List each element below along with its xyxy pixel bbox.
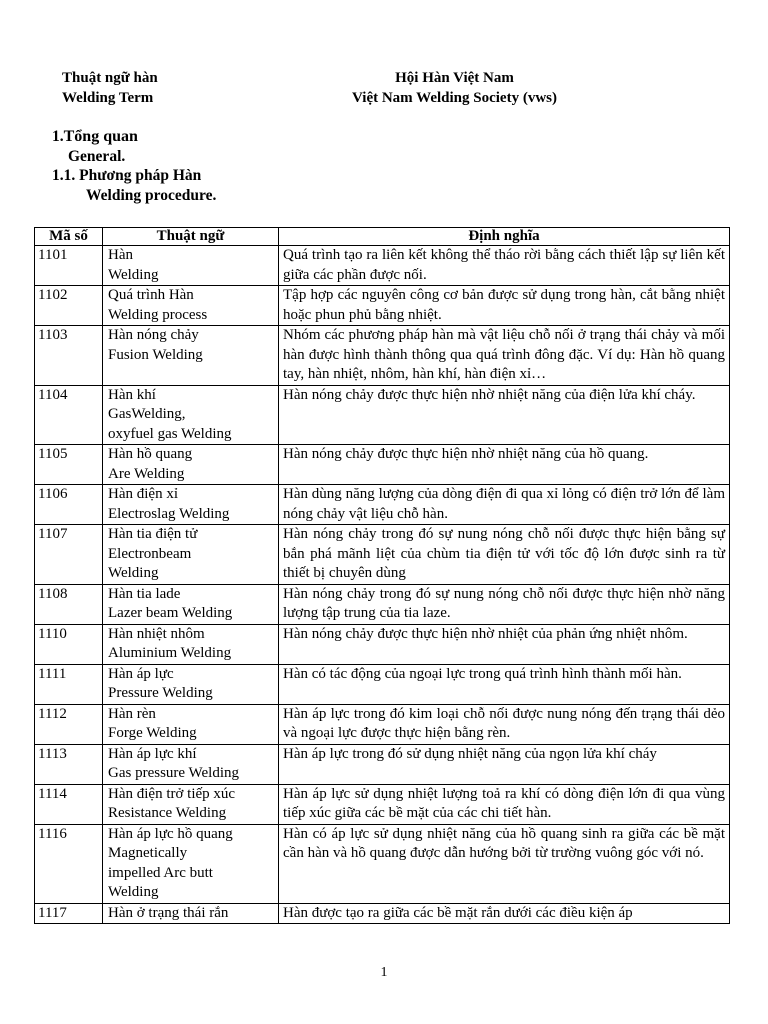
term-name-vi: Quá trình Hàn xyxy=(108,287,194,303)
term-definition: Hàn nóng chảy được thực hiện nhờ nhiệt năng của điện lửa khí cháy. xyxy=(279,385,730,445)
term-name-en: Resistance Welding xyxy=(108,805,227,821)
term-name xyxy=(103,704,279,744)
table-row xyxy=(35,624,730,664)
term-code: 1112 xyxy=(35,704,103,744)
table-row xyxy=(35,584,730,624)
term-name-vi: Hàn áp lực khí xyxy=(108,745,197,762)
term-name-vi: Hàn xyxy=(108,247,133,263)
term-definition: Hàn nóng chảy trong đó sự nung nóng chỗ nối được thực hiện nhờ năng lượng tập trung của tia laze. xyxy=(279,584,730,624)
term-name-vi: Hàn nóng chảy xyxy=(108,327,199,343)
table-row xyxy=(35,903,730,924)
term-name-vi: Hàn nhiệt nhôm xyxy=(108,625,205,642)
term-name-en: Pressure Welding xyxy=(108,685,213,701)
term-definition: Hàn áp lực sử dụng nhiệt lượng toả ra khí có dòng điện lớn đi qua vùng tiếp xúc giữa các bề mặt của các chi tiết hàn. xyxy=(279,784,730,824)
term-name-en: Lazer beam Welding xyxy=(108,605,233,621)
subsection-title: 1.1. Phương pháp Hàn xyxy=(52,167,202,184)
column-header-code: Mã số xyxy=(35,228,103,246)
term-code: 1117 xyxy=(35,903,103,924)
term-definition: Nhóm các phương pháp hàn mà vật liệu chỗ nối ở trạng thái chảy và mối hàn được hình thành thông qua quá trình đông đặc. Ví dụ: Hàn hồ quang tay, hàn nhiệt, nhôm, hàn khí, hàn điện xỉ… xyxy=(279,326,730,386)
term-name xyxy=(103,246,279,286)
term-code: 1103 xyxy=(35,326,103,386)
term-code: 1108 xyxy=(35,584,103,624)
table-row xyxy=(35,246,730,286)
table-row xyxy=(35,525,730,585)
term-definition: Hàn nóng chảy được thực hiện nhờ nhiệt năng của hồ quang. xyxy=(279,445,730,485)
term-code: 1104 xyxy=(35,385,103,445)
term-name xyxy=(103,485,279,525)
table-row xyxy=(35,784,730,824)
table-row xyxy=(35,385,730,445)
column-header-term: Thuật ngữ xyxy=(103,228,279,246)
term-definition: Quá trình tạo ra liên kết không thể tháo rời bằng cách thiết lập sự liên kết giữa các phần được nối. xyxy=(279,246,730,286)
term-name-vi: Hàn ở trạng thái rắn xyxy=(108,904,229,921)
term-definition: Hàn được tạo ra giữa các bề mặt rắn dưới các điều kiện áp xyxy=(279,903,730,924)
term-name-en: GasWelding, xyxy=(108,406,186,422)
term-name-vi: Hàn áp lực hồ quang xyxy=(108,825,233,842)
term-definition: Hàn nóng chảy được thực hiện nhờ nhiệt của phản ứng nhiệt nhôm. xyxy=(279,624,730,664)
section-heading xyxy=(52,127,216,205)
term-name-en: Welding xyxy=(108,266,159,283)
term-name xyxy=(103,903,279,924)
table-row xyxy=(35,744,730,784)
subsection-title-en: Welding procedure. xyxy=(86,186,217,204)
term-name xyxy=(103,664,279,704)
term-code: 1113 xyxy=(35,744,103,784)
term-name-vi: Hàn áp lực xyxy=(108,665,174,682)
term-name-en: Are Welding xyxy=(108,465,185,482)
term-name-vi: Hàn khí xyxy=(108,386,156,403)
term-name-vi: Hàn tia điện tử xyxy=(108,526,198,542)
header-vi-title: Thuật ngữ hàn xyxy=(62,70,158,86)
term-name-en: Electronbeam xyxy=(108,545,192,562)
term-code: 1116 xyxy=(35,824,103,903)
term-name xyxy=(103,584,279,624)
term-definition: Hàn áp lực trong đó kim loại chỗ nối được nung nóng đến trạng thái dẻo và ngoại lực được thực hiện bằng rèn. xyxy=(279,704,730,744)
term-code: 1110 xyxy=(35,624,103,664)
term-name xyxy=(103,784,279,824)
term-name-en: Welding xyxy=(108,565,159,581)
term-name xyxy=(103,385,279,445)
term-name-vi: Hàn điện trở tiếp xúc xyxy=(108,785,236,802)
table-header-row xyxy=(35,228,730,246)
term-name xyxy=(103,744,279,784)
document-header-left xyxy=(62,68,158,108)
term-code: 1111 xyxy=(35,664,103,704)
term-name-en: Aluminium Welding xyxy=(108,645,232,661)
term-name-vi: Hàn tia lade xyxy=(108,585,181,602)
table-row xyxy=(35,326,730,386)
term-name-en: oxyfuel gas Welding xyxy=(108,425,232,442)
society-name-en: Việt Nam Welding Society (vws) xyxy=(352,90,557,106)
term-code: 1101 xyxy=(35,246,103,286)
term-name xyxy=(103,286,279,326)
term-name-en: Electroslag Welding xyxy=(108,505,230,522)
table-row xyxy=(35,485,730,525)
term-name xyxy=(103,445,279,485)
term-definition: Hàn có áp lực sử dụng nhiệt năng của hồ quang sinh ra giữa các bề mặt cần hàn và hồ quang được dẫn hướng bởi từ trường vuông góc với nó. xyxy=(279,824,730,903)
table-body xyxy=(35,246,730,924)
term-code: 1107 xyxy=(35,525,103,585)
term-name-en: Welding xyxy=(108,884,159,900)
term-name-en: Gas pressure Welding xyxy=(108,765,239,781)
page-number: 1 xyxy=(380,965,388,980)
term-code: 1114 xyxy=(35,784,103,824)
column-header-definition: Định nghĩa xyxy=(279,228,730,246)
section-number: 1. xyxy=(52,128,64,145)
table-row xyxy=(35,286,730,326)
term-name xyxy=(103,525,279,585)
term-name-vi: Hàn điện xỉ xyxy=(108,486,178,502)
term-definition: Tập hợp các nguyên công cơ bản được sử dụng trong hàn, cắt bằng nhiệt hoặc phun phủ bằng nhiệt. xyxy=(279,286,730,326)
term-name-en: impelled Arc butt xyxy=(108,864,213,881)
term-definition: Hàn có tác động của ngoại lực trong quá trình hình thành mối hàn. xyxy=(279,664,730,704)
term-name-en: Fusion Welding xyxy=(108,346,203,363)
term-definition: Hàn áp lực trong đó sử dụng nhiệt năng của ngọn lửa khí cháy xyxy=(279,744,730,784)
welding-terms-table xyxy=(34,227,730,924)
section-title: Tổng quan xyxy=(63,128,138,145)
term-name-vi: Hàn rèn xyxy=(108,705,156,722)
term-definition: Hàn nóng chảy trong đó sự nung nóng chỗ nối được thực hiện bằng sự bắn phá mãnh liệt của chùm tia điện tử với tốc độ lớn được sinh ra từ thiết bị chuyên dùng xyxy=(279,525,730,585)
term-definition: Hàn dùng năng lượng của dòng điện đi qua xỉ lỏng có điện trở lớn để làm nóng chảy vật liệu chỗ hàn. xyxy=(279,485,730,525)
table-row xyxy=(35,824,730,903)
term-name-en: Magnetically xyxy=(108,845,188,861)
society-name-vi: Hội Hàn Việt Nam xyxy=(395,70,514,86)
term-name-vi: Hàn hồ quang xyxy=(108,446,193,462)
term-code: 1102 xyxy=(35,286,103,326)
term-name-en: Forge Welding xyxy=(108,725,197,741)
term-name-en: Welding process xyxy=(108,306,208,323)
term-code: 1105 xyxy=(35,445,103,485)
header-en-title: Welding Term xyxy=(62,90,154,106)
document-header-right xyxy=(352,68,557,108)
term-code: 1106 xyxy=(35,485,103,525)
table-row xyxy=(35,445,730,485)
term-name xyxy=(103,326,279,386)
section-title-en: General. xyxy=(68,147,126,165)
table-row xyxy=(35,664,730,704)
table-row xyxy=(35,704,730,744)
term-name xyxy=(103,824,279,903)
term-name xyxy=(103,624,279,664)
